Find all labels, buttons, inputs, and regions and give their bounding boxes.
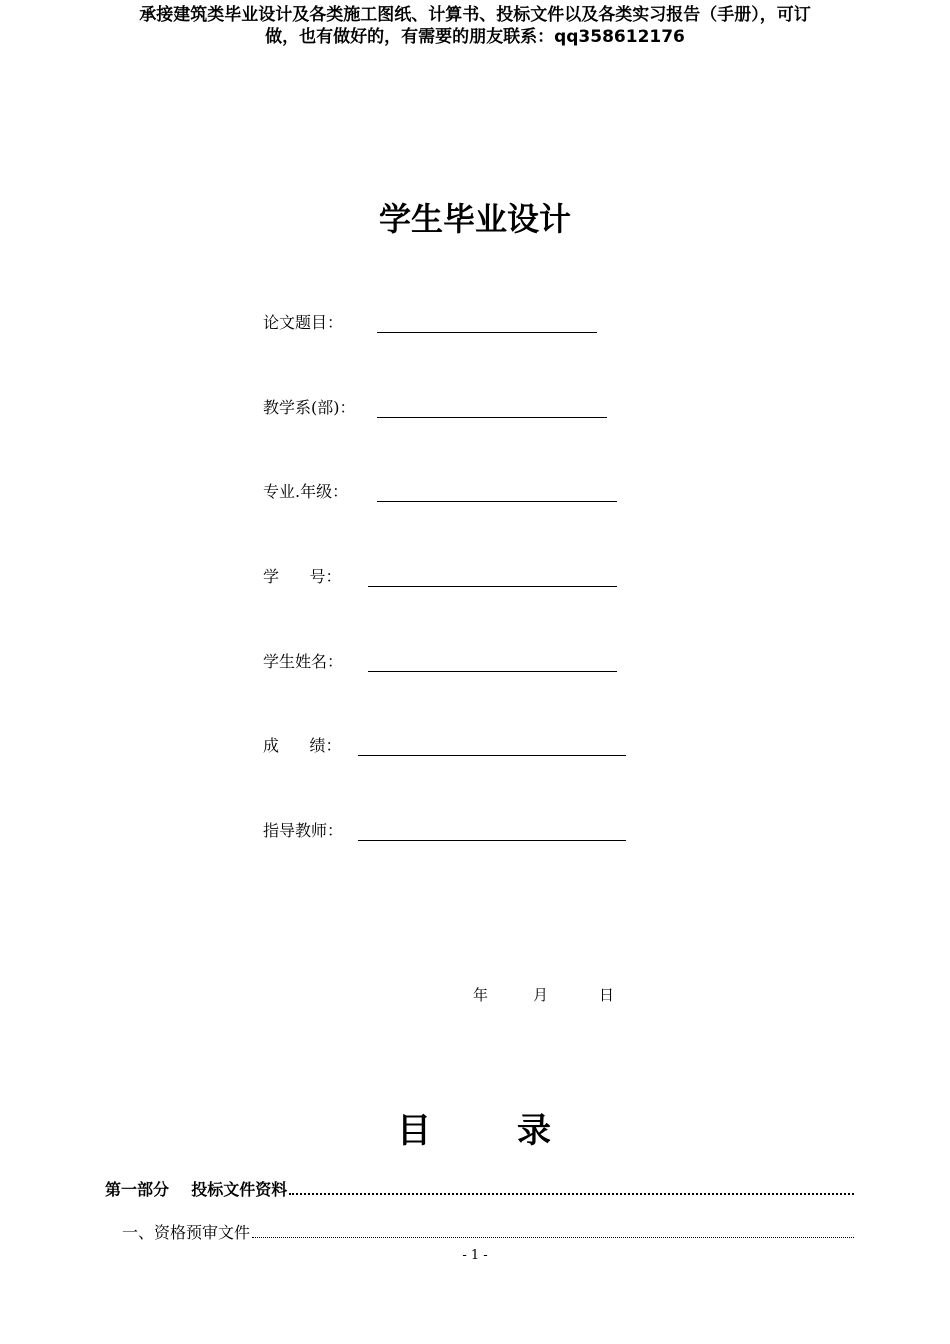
- toc-leader-dots: [289, 1193, 854, 1195]
- header-line-2: 做，也有做好的，有需要的朋友联系：qq358612176: [265, 27, 685, 47]
- fill-in-line[interactable]: [377, 332, 597, 333]
- fill-in-line[interactable]: [377, 501, 617, 502]
- toc-title-right: 录: [517, 1111, 553, 1151]
- page-header: [60, 4, 890, 48]
- field-label: 学 号：: [263, 567, 342, 586]
- field-label: 指导教师：: [263, 821, 344, 840]
- date-year: 年: [473, 986, 489, 1004]
- toc-entry-text: 一、资格预审文件: [122, 1223, 251, 1242]
- toc-entry-text: 第一部分 投标文件资料: [105, 1180, 288, 1199]
- fill-in-line[interactable]: [358, 755, 626, 756]
- header-line-1: 承接建筑类毕业设计及各类施工图纸、计算书、投标文件以及各类实习报告（手册），可订: [139, 5, 811, 25]
- fill-in-line[interactable]: [368, 671, 617, 672]
- field-label: 专业.年级：: [263, 482, 349, 501]
- date-month: 月: [533, 986, 549, 1004]
- field-label: 教学系(部)：: [263, 398, 356, 417]
- toc-entry-part-1[interactable]: [105, 1176, 854, 1200]
- field-label: 成 绩：: [263, 736, 342, 755]
- toc-entry-item-1[interactable]: [122, 1219, 854, 1243]
- toc-leader-dots: [252, 1237, 854, 1238]
- fill-in-line[interactable]: [368, 586, 617, 587]
- field-label: 学生姓名：: [263, 652, 344, 671]
- cover-title: 学生毕业设计: [378, 200, 571, 238]
- toc-title: [0, 1103, 950, 1152]
- fill-in-line[interactable]: [377, 417, 607, 418]
- field-label: 论文题目：: [263, 313, 344, 332]
- date-day: 日: [599, 986, 615, 1004]
- toc-title-left: 目: [397, 1111, 433, 1151]
- page-number: - 1 -: [462, 1248, 488, 1263]
- fill-in-line[interactable]: [358, 840, 626, 841]
